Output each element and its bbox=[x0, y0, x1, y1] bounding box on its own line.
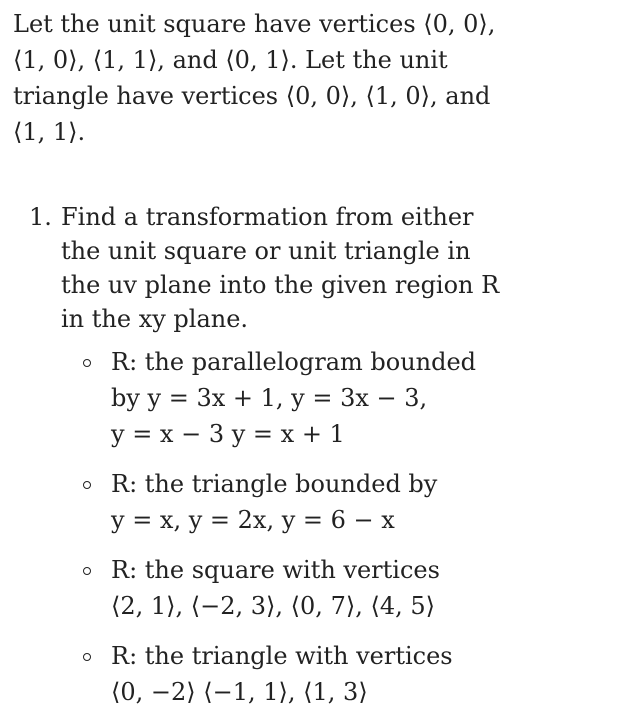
region-list bbox=[61, 344, 613, 710]
region-item bbox=[61, 638, 613, 710]
intro-line: ⟨1, 0⟩, ⟨1, 1⟩, and ⟨0, 1⟩. Let the unit bbox=[13, 46, 448, 74]
problem-line: the unit square or unit triangle in bbox=[61, 237, 471, 265]
region-line: R: the square with vertices bbox=[111, 556, 440, 584]
document-page bbox=[13, 6, 613, 724]
problem-list bbox=[13, 200, 613, 710]
problem-line: the uv plane into the given region R bbox=[61, 271, 500, 299]
hollow-bullet-icon bbox=[83, 567, 91, 575]
region-line: ⟨0, −2⟩ ⟨−1, 1⟩, ⟨1, 3⟩ bbox=[111, 678, 368, 706]
region-item bbox=[61, 344, 613, 452]
region-line: ⟨2, 1⟩, ⟨−2, 3⟩, ⟨0, 7⟩, ⟨4, 5⟩ bbox=[111, 592, 435, 620]
problem-number: 1. bbox=[29, 203, 52, 231]
region-line: R: the triangle bounded by bbox=[111, 470, 438, 498]
region-line: y = x, y = 2x, y = 6 − x bbox=[111, 506, 395, 534]
intro-line: Let the unit square have vertices ⟨0, 0⟩, bbox=[13, 10, 496, 38]
region-line: y = x − 3 y = x + 1 bbox=[111, 420, 345, 448]
region-item bbox=[61, 466, 613, 538]
region-line: R: the triangle with vertices bbox=[111, 642, 453, 670]
intro-line: triangle have vertices ⟨0, 0⟩, ⟨1, 0⟩, and bbox=[13, 82, 491, 110]
intro-line: ⟨1, 1⟩. bbox=[13, 118, 86, 146]
region-item bbox=[61, 552, 613, 624]
region-line: R: the parallelogram bounded bbox=[111, 348, 477, 376]
intro-paragraph bbox=[13, 6, 496, 150]
problem-item bbox=[13, 200, 613, 710]
problem-line: in the xy plane. bbox=[61, 305, 249, 333]
hollow-bullet-icon bbox=[83, 359, 91, 367]
problem-line: Find a transformation from either bbox=[61, 203, 474, 231]
hollow-bullet-icon bbox=[83, 653, 91, 661]
region-line: by y = 3x + 1, y = 3x − 3, bbox=[111, 384, 428, 412]
hollow-bullet-icon bbox=[83, 481, 91, 489]
